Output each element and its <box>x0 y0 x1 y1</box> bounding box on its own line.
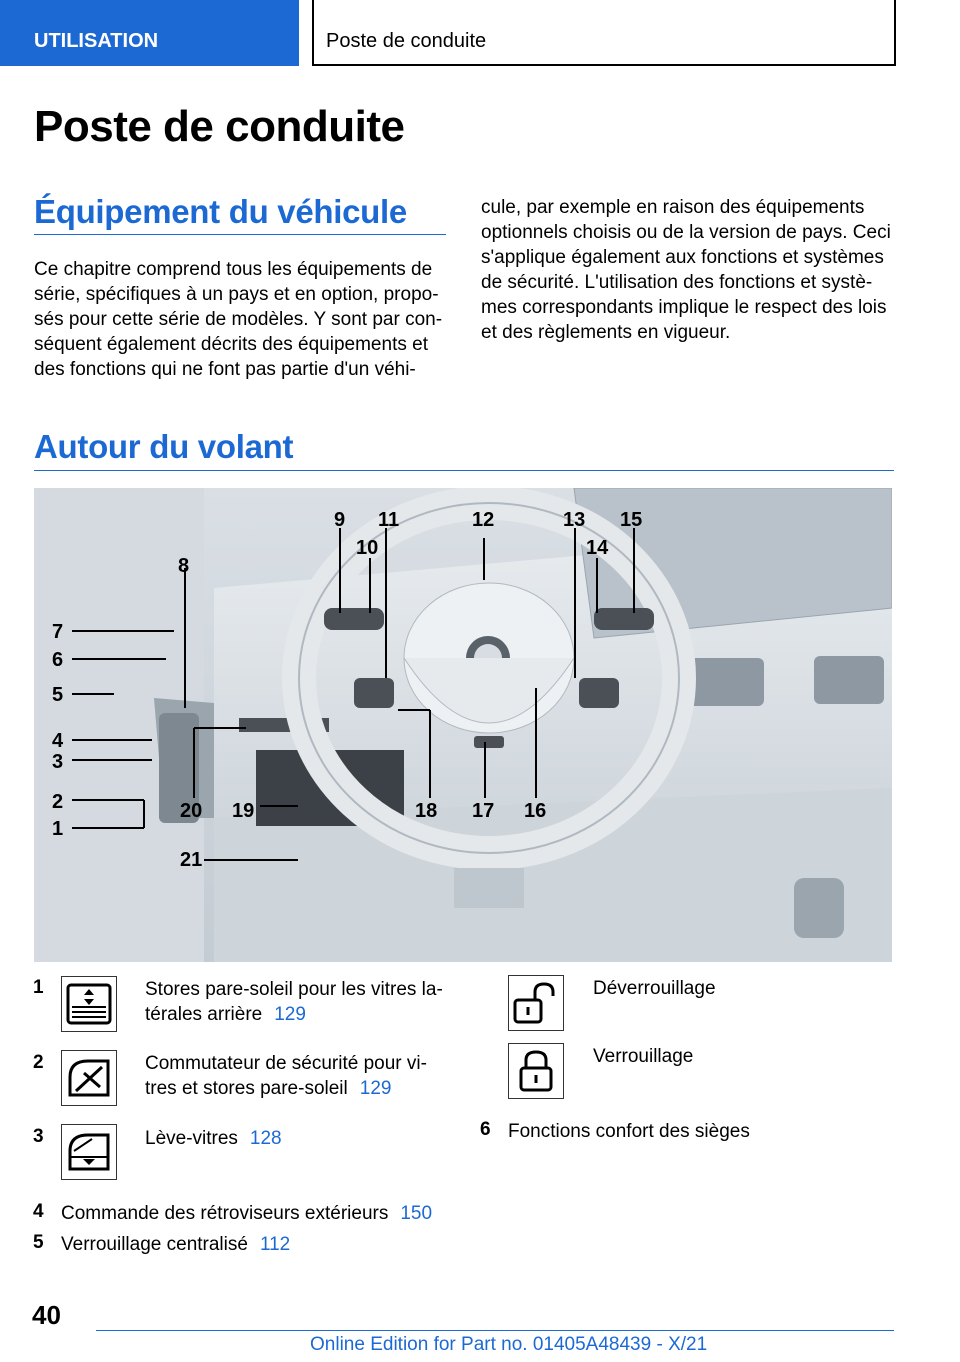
text-line: mes correspondants implique le respect des lois <box>481 297 887 318</box>
text-line: Ce chapitre comprend tous les équipements de <box>34 259 433 280</box>
section-rule <box>34 234 446 235</box>
legend-item-5 <box>61 1232 461 1257</box>
figure-label-3: 3 <box>52 751 64 773</box>
text-column-right <box>481 195 901 345</box>
sunblind-icon <box>61 976 117 1032</box>
figure-label-11: 11 <box>378 509 400 531</box>
legend-item-2 <box>145 1051 445 1101</box>
figure-label-4: 4 <box>52 730 64 752</box>
header-section-title: Poste de conduite <box>312 0 896 66</box>
text-line: de sécurité. L'utilisation des fonctions et systè‐ <box>481 272 873 293</box>
text-line: des fonctions qui ne font pas partie d'un véhi‐ <box>34 359 416 380</box>
legend-number: 1 <box>33 977 44 998</box>
figure-label-5: 5 <box>52 684 64 706</box>
figure-label-17: 17 <box>472 800 495 822</box>
section-title-equipement: Équipement du véhicule <box>34 193 407 230</box>
legend-text: Verrouillage <box>593 1046 694 1067</box>
figure-label-12: 12 <box>472 509 495 531</box>
cockpit-drawing <box>34 488 892 962</box>
figure-label-19: 19 <box>232 800 255 822</box>
page-header <box>0 0 960 66</box>
page-reference-link[interactable]: 129 <box>274 1004 306 1025</box>
section-rule <box>34 470 894 471</box>
legend-number: 3 <box>33 1126 44 1147</box>
text-line: sés pour cette série de modèles. Y sont par con‐ <box>34 309 443 330</box>
legend-text: térales arrière <box>145 1004 263 1025</box>
figure-label-20: 20 <box>180 800 203 822</box>
text-column-left <box>34 257 454 382</box>
text-line: s'applique également aux fonctions et systèmes <box>481 247 884 268</box>
footer-edition-text: Online Edition for Part no. 01405A48439 - X/21 <box>310 1334 708 1355</box>
page-title: Poste de conduite <box>34 102 405 151</box>
footer-rule <box>96 1330 894 1331</box>
chapter-tab: UTILISATION <box>0 0 299 66</box>
legend-number: 4 <box>33 1201 44 1222</box>
unlock-icon <box>508 975 564 1031</box>
text-line: cule, par exemple en raison des équipements <box>481 197 865 218</box>
text-line: série, spécifiques à un pays et en option, propo‐ <box>34 284 439 305</box>
legend-item-unlock <box>593 976 893 1001</box>
figure-label-7: 7 <box>52 621 64 643</box>
lock-icon <box>508 1043 564 1099</box>
legend-text: tres et stores pare-soleil <box>145 1078 348 1099</box>
figure-label-13: 13 <box>563 509 586 531</box>
page-reference-link[interactable]: 128 <box>249 1128 282 1149</box>
figure-label-14: 14 <box>586 537 609 559</box>
legend-text: Commutateur de sécurité pour vi‐ <box>145 1053 427 1074</box>
legend-number: 5 <box>33 1232 44 1253</box>
figure-label-18: 18 <box>415 800 438 822</box>
page-reference-link[interactable]: 129 <box>359 1078 392 1099</box>
text-line: optionnels choisis ou de la version de pays. Ceci <box>481 222 891 243</box>
legend-item-lock <box>593 1044 893 1069</box>
section-title-volant: Autour du volant <box>34 428 294 465</box>
legend-number: 6 <box>480 1119 491 1140</box>
legend-item-6 <box>508 1119 898 1144</box>
legend-item-4 <box>61 1201 461 1226</box>
page-number: 40 <box>32 1300 61 1330</box>
figure-label-10: 10 <box>356 537 379 559</box>
legend-text: Verrouillage centralisé <box>61 1234 248 1255</box>
legend-text: Fonctions confort des sièges <box>508 1121 750 1142</box>
figure-label-9: 9 <box>334 509 346 531</box>
figure-label-21: 21 <box>180 849 203 871</box>
figure-label-6: 6 <box>52 649 64 671</box>
figure-label-2: 2 <box>52 791 64 813</box>
legend-item-1 <box>145 977 445 1027</box>
figure-label-16: 16 <box>524 800 547 822</box>
legend-text: Commande des rétroviseurs extérieurs <box>61 1203 389 1224</box>
legend-text: Déverrouillage <box>593 978 716 999</box>
text-line: et des règlements en vigueur. <box>481 322 731 343</box>
figure-label-8: 8 <box>178 555 190 577</box>
page-reference-link[interactable]: 150 <box>400 1203 433 1224</box>
legend-number: 2 <box>33 1052 44 1073</box>
figure-label-15: 15 <box>620 509 643 531</box>
window-lift-icon <box>61 1124 117 1180</box>
legend-item-3 <box>145 1126 445 1151</box>
text-line: séquent également décrits des équipements et <box>34 334 428 355</box>
legend-text: Lève-vitres <box>145 1128 238 1149</box>
cockpit-illustration <box>34 488 892 962</box>
figure-label-1: 1 <box>52 818 64 840</box>
legend-text: Stores pare-soleil pour les vitres la‐ <box>145 979 443 1000</box>
child-lock-icon <box>61 1050 117 1106</box>
page-reference-link[interactable]: 112 <box>259 1234 291 1255</box>
